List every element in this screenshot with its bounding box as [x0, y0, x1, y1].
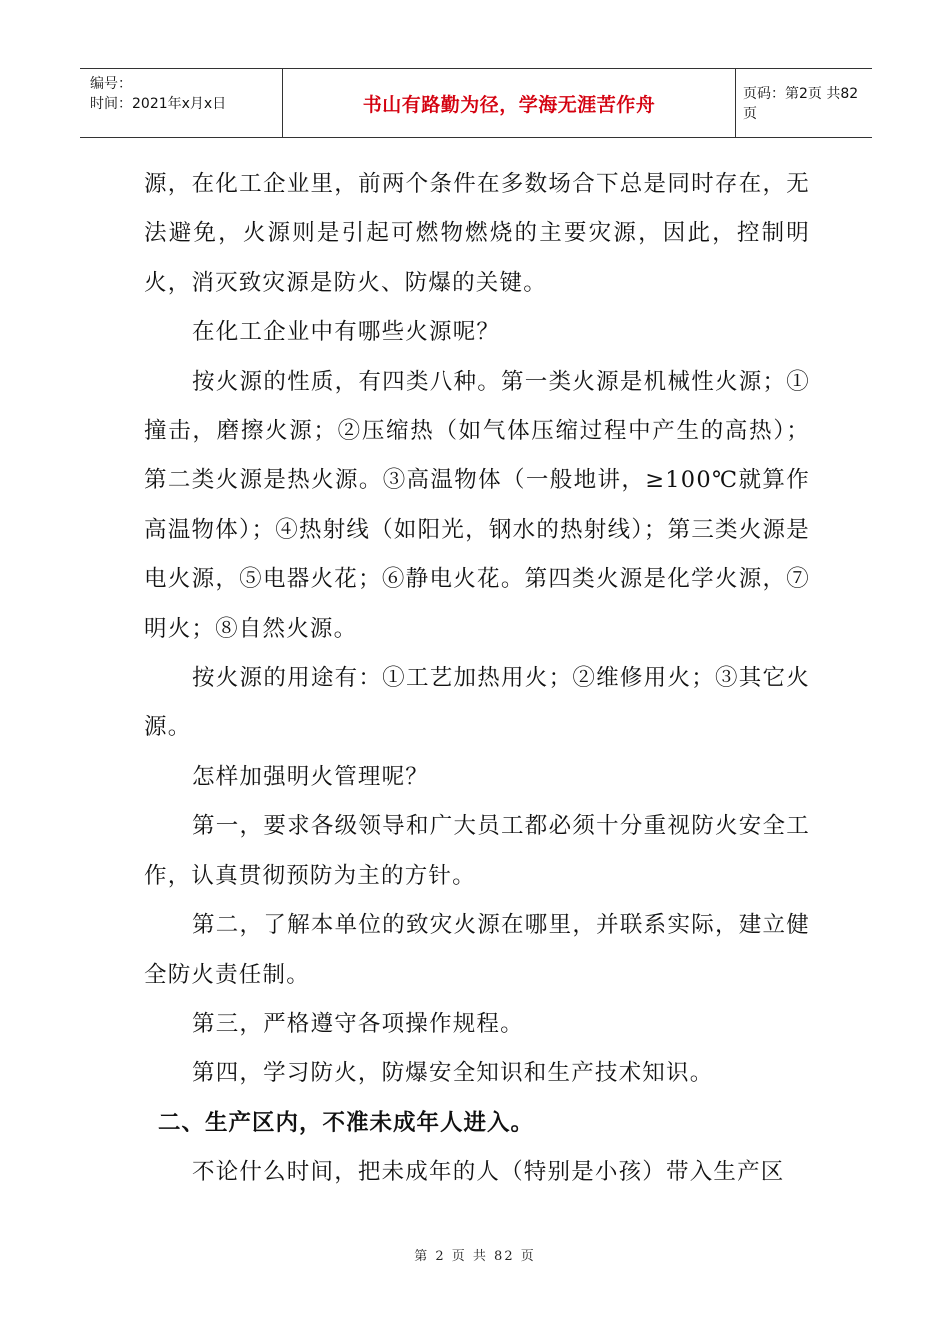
- body-paragraph: 源，在化工企业里，前两个条件在多数场合下总是同时存在，无法避免，火源则是引起可燃物燃烧的主要灾源，因此，控制明火，消灭致灾源是防火、防爆的关键。: [144, 171, 810, 296]
- header-motto-cell: [282, 69, 736, 137]
- body-paragraph: 按火源的性质，有四类八种。第一类火源是机械性火源；①撞击，磨擦火源；②压缩热（如气体压缩过程中产生的高热）；第二类火源是热火源。③高温物体（一般地讲，≥100℃就算作高温物体）；④热射线（如阳光，钢水的热射线）；第三类火源是电火源，⑤电器火花；⑥静电火花。第四类火源是化学火源，⑦明火；⑧自然火源。: [144, 368, 810, 642]
- header-date-label: 时间：2021年x月x日: [90, 96, 227, 112]
- body-paragraph: 第四，学习防火，防爆安全知识和生产技术知识。: [192, 1060, 714, 1087]
- header-number-label: 编号：: [90, 76, 132, 92]
- body-paragraph: 第三，严格遵守各项操作规程。: [192, 1010, 524, 1037]
- body-paragraph: 第二，了解本单位的致灾火源在哪里，并联系实际，建立健全防火责任制。: [144, 912, 810, 988]
- body-paragraph: 按火源的用途有：①工艺加热用火；②维修用火；③其它火源。: [144, 665, 810, 741]
- page-header: [80, 68, 872, 138]
- header-meta: [80, 69, 282, 137]
- body-paragraph: 在化工企业中有哪些火源呢？: [192, 319, 501, 346]
- document-body: [144, 160, 810, 1198]
- body-paragraph: 怎样加强明火管理呢？: [192, 763, 430, 790]
- body-paragraph: 不论什么时间，把未成年的人（特别是小孩）带入生产区: [192, 1159, 785, 1186]
- page-footer: 第 2 页 共 82 页: [414, 1249, 536, 1264]
- section-heading: 二、生产区内，不准未成年人进入。: [158, 1109, 535, 1136]
- header-motto: 书山有路勤为径，学海无涯苦作舟: [362, 93, 656, 116]
- header-page-info: 页码：第2页 共82页: [743, 86, 859, 122]
- header-page-info-cell: [735, 69, 872, 137]
- body-paragraph: 第一，要求各级领导和广大员工都必须十分重视防火安全工作，认真贯彻预防为主的方针。: [144, 813, 810, 889]
